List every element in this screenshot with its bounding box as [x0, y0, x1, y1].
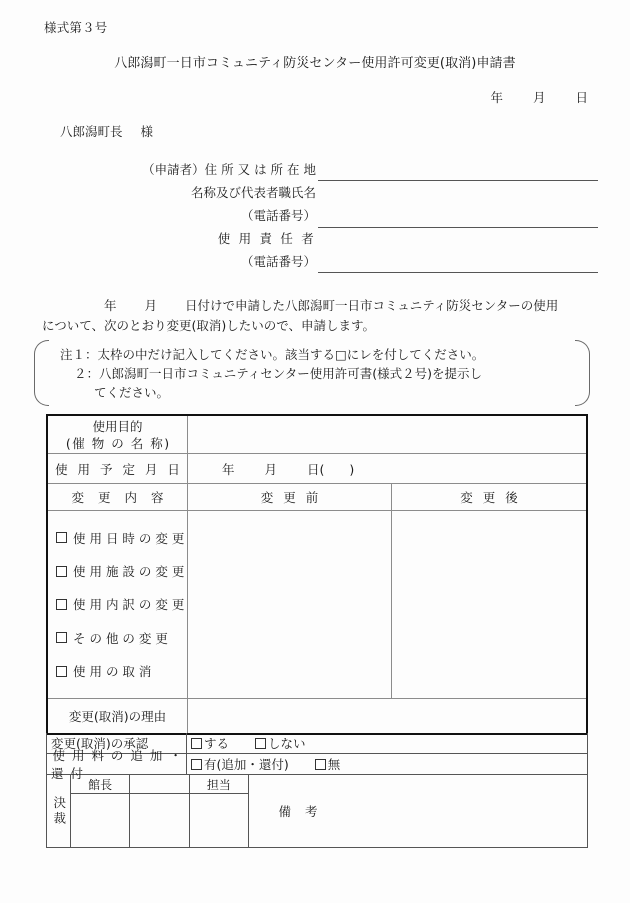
note-text	[60, 345, 484, 402]
table-row-change-options	[48, 511, 586, 699]
purpose-value-cell[interactable]	[188, 416, 586, 453]
decision-stamp-area[interactable]	[130, 794, 188, 847]
applicant-name-row	[110, 183, 600, 206]
decision-column-header: 館長	[71, 775, 129, 794]
use-date-month: 月	[264, 461, 278, 477]
use-manager-phone-input[interactable]	[318, 272, 598, 273]
addressee	[60, 122, 153, 140]
decision-column-header: 担当	[190, 775, 248, 794]
approval-option-no[interactable]	[255, 734, 306, 752]
remarks-cell[interactable]	[249, 775, 587, 847]
checkbox-icon[interactable]	[255, 738, 266, 749]
decision-column-staff	[190, 775, 248, 847]
checkbox-row-other[interactable]	[56, 629, 187, 647]
date-year-label: 年	[490, 90, 503, 105]
approval-option-label: しない	[268, 736, 306, 751]
decision-label-text: 決裁	[51, 795, 67, 827]
approval-option-label: する	[204, 736, 230, 751]
note-line-1: 注１：太枠の中だけ記入してください。該当する□にレを付してください。	[60, 347, 485, 362]
applicant-block	[110, 160, 600, 275]
applicant-phone-input[interactable]	[318, 227, 598, 228]
applicant-address-label: （申請者）住 所 又 は 所 在 地	[142, 162, 316, 177]
purpose-label-line1: 使用目的	[92, 418, 143, 434]
statement-month: 月	[144, 298, 158, 313]
decision-label-cell	[47, 775, 71, 847]
admin-table	[46, 733, 588, 848]
checkbox-icon[interactable]	[56, 566, 67, 577]
use-date-day: 日( )	[307, 461, 355, 477]
table-row-purpose	[48, 416, 586, 454]
applicant-phone-label: （電話番号）	[240, 208, 316, 223]
decision-column-middle	[130, 775, 189, 847]
date-month-label: 月	[532, 90, 546, 105]
remarks-label: 備 考	[278, 804, 323, 819]
checkbox-icon[interactable]	[191, 759, 202, 770]
fee-option-label: 無	[327, 757, 341, 772]
statement-year: 年	[104, 298, 117, 313]
fee-label-cell: 使 用 料 の 追 加 ・ 還 付	[47, 754, 187, 774]
statement-line1: 日付けで申請した八郎潟町一日市コミュニティ防災センターの使用	[185, 298, 559, 313]
checkbox-label: 使 用 日 時 の 変 更	[73, 530, 185, 546]
change-content-label-cell: 変 更 内 容	[48, 484, 188, 510]
purpose-label-cell	[48, 416, 188, 453]
checkbox-icon[interactable]	[56, 632, 67, 643]
applicant-phone-row	[110, 206, 600, 229]
admin-row-decision	[47, 775, 587, 847]
note-box	[34, 340, 590, 404]
applicant-name-label: 名称及び代表者職氏名	[190, 185, 316, 200]
statement-line2: について、次のとおり変更(取消)したいので、申請します。	[42, 318, 376, 333]
table-row-reason	[48, 699, 586, 735]
date-day-label: 日	[575, 90, 588, 105]
approval-option-yes[interactable]	[191, 734, 229, 752]
decision-stamp-area[interactable]	[190, 794, 248, 847]
note-bracket-left-icon	[34, 340, 49, 406]
reason-value-cell[interactable]	[188, 699, 586, 733]
table-row-change-header	[48, 484, 586, 511]
application-date-line	[490, 88, 588, 106]
checkbox-row-cancel[interactable]	[56, 662, 187, 680]
after-change-value-cell[interactable]	[392, 511, 586, 698]
checkbox-row-facility[interactable]	[56, 562, 187, 580]
checkbox-label: そ の 他 の 変 更	[73, 630, 168, 646]
checkbox-label: 使 用 内 訳 の 変 更	[73, 597, 185, 613]
document-title: 八郎潟町一日市コミュニティ防災センター使用許可変更(取消)申請書	[114, 56, 516, 71]
use-date-year: 年	[222, 461, 235, 477]
checkbox-icon[interactable]	[315, 759, 326, 770]
form-number: 様式第３号	[44, 20, 108, 35]
checkbox-icon[interactable]	[56, 666, 67, 677]
change-options-cell	[48, 511, 188, 698]
checkbox-label: 使 用 施 設 の 変 更	[73, 564, 185, 580]
use-date-label-cell: 使 用 予 定 月 日	[48, 454, 188, 483]
use-date-value-cell[interactable]	[188, 454, 586, 483]
use-manager-row	[110, 229, 600, 252]
checkbox-icon[interactable]	[56, 532, 67, 543]
checkbox-label: 使 用 の 取 消	[73, 664, 152, 680]
addressee-honorific: 様	[140, 124, 154, 139]
admin-row-fee	[47, 748, 587, 781]
decision-column-director	[71, 775, 130, 847]
fee-option-no[interactable]	[315, 755, 341, 773]
checkbox-icon[interactable]	[56, 599, 67, 610]
use-manager-label: 使 用 責 任 者	[217, 231, 316, 246]
before-change-header-cell: 変 更 前	[188, 484, 392, 510]
checkbox-icon[interactable]	[191, 738, 202, 749]
fee-option-yes[interactable]	[191, 755, 289, 773]
note-bracket-right-icon	[575, 340, 590, 406]
approval-options-cell	[187, 733, 587, 753]
checkbox-row-use-datetime[interactable]	[56, 529, 187, 547]
reason-label-cell: 変更(取消)の理由	[48, 699, 188, 733]
decision-column-header	[130, 775, 188, 794]
purpose-label-line2: (催 物 の 名 称)	[65, 435, 171, 451]
decision-stamp-area[interactable]	[71, 794, 129, 847]
before-change-value-cell[interactable]	[188, 511, 392, 698]
decision-signature-grid	[71, 775, 249, 847]
fee-option-label: 有(追加・還付)	[204, 757, 289, 772]
note-line-2: ２：八郎潟町一日市コミュニティセンター使用許可書(様式２号)を提示し	[74, 366, 483, 381]
statement-paragraph	[42, 296, 592, 336]
after-change-header-cell: 変 更 後	[460, 490, 521, 505]
note-line-3: てください。	[94, 385, 170, 400]
use-manager-phone-label: （電話番号）	[240, 254, 316, 269]
applicant-address-input[interactable]	[318, 180, 598, 181]
main-form-table	[46, 414, 588, 735]
fee-options-cell	[187, 754, 587, 774]
checkbox-row-breakdown[interactable]	[56, 595, 187, 613]
table-row-use-date	[48, 454, 586, 484]
addressee-name: 八郎潟町長	[60, 124, 123, 139]
approval-label-cell: 変更(取消)の承認	[47, 733, 187, 753]
